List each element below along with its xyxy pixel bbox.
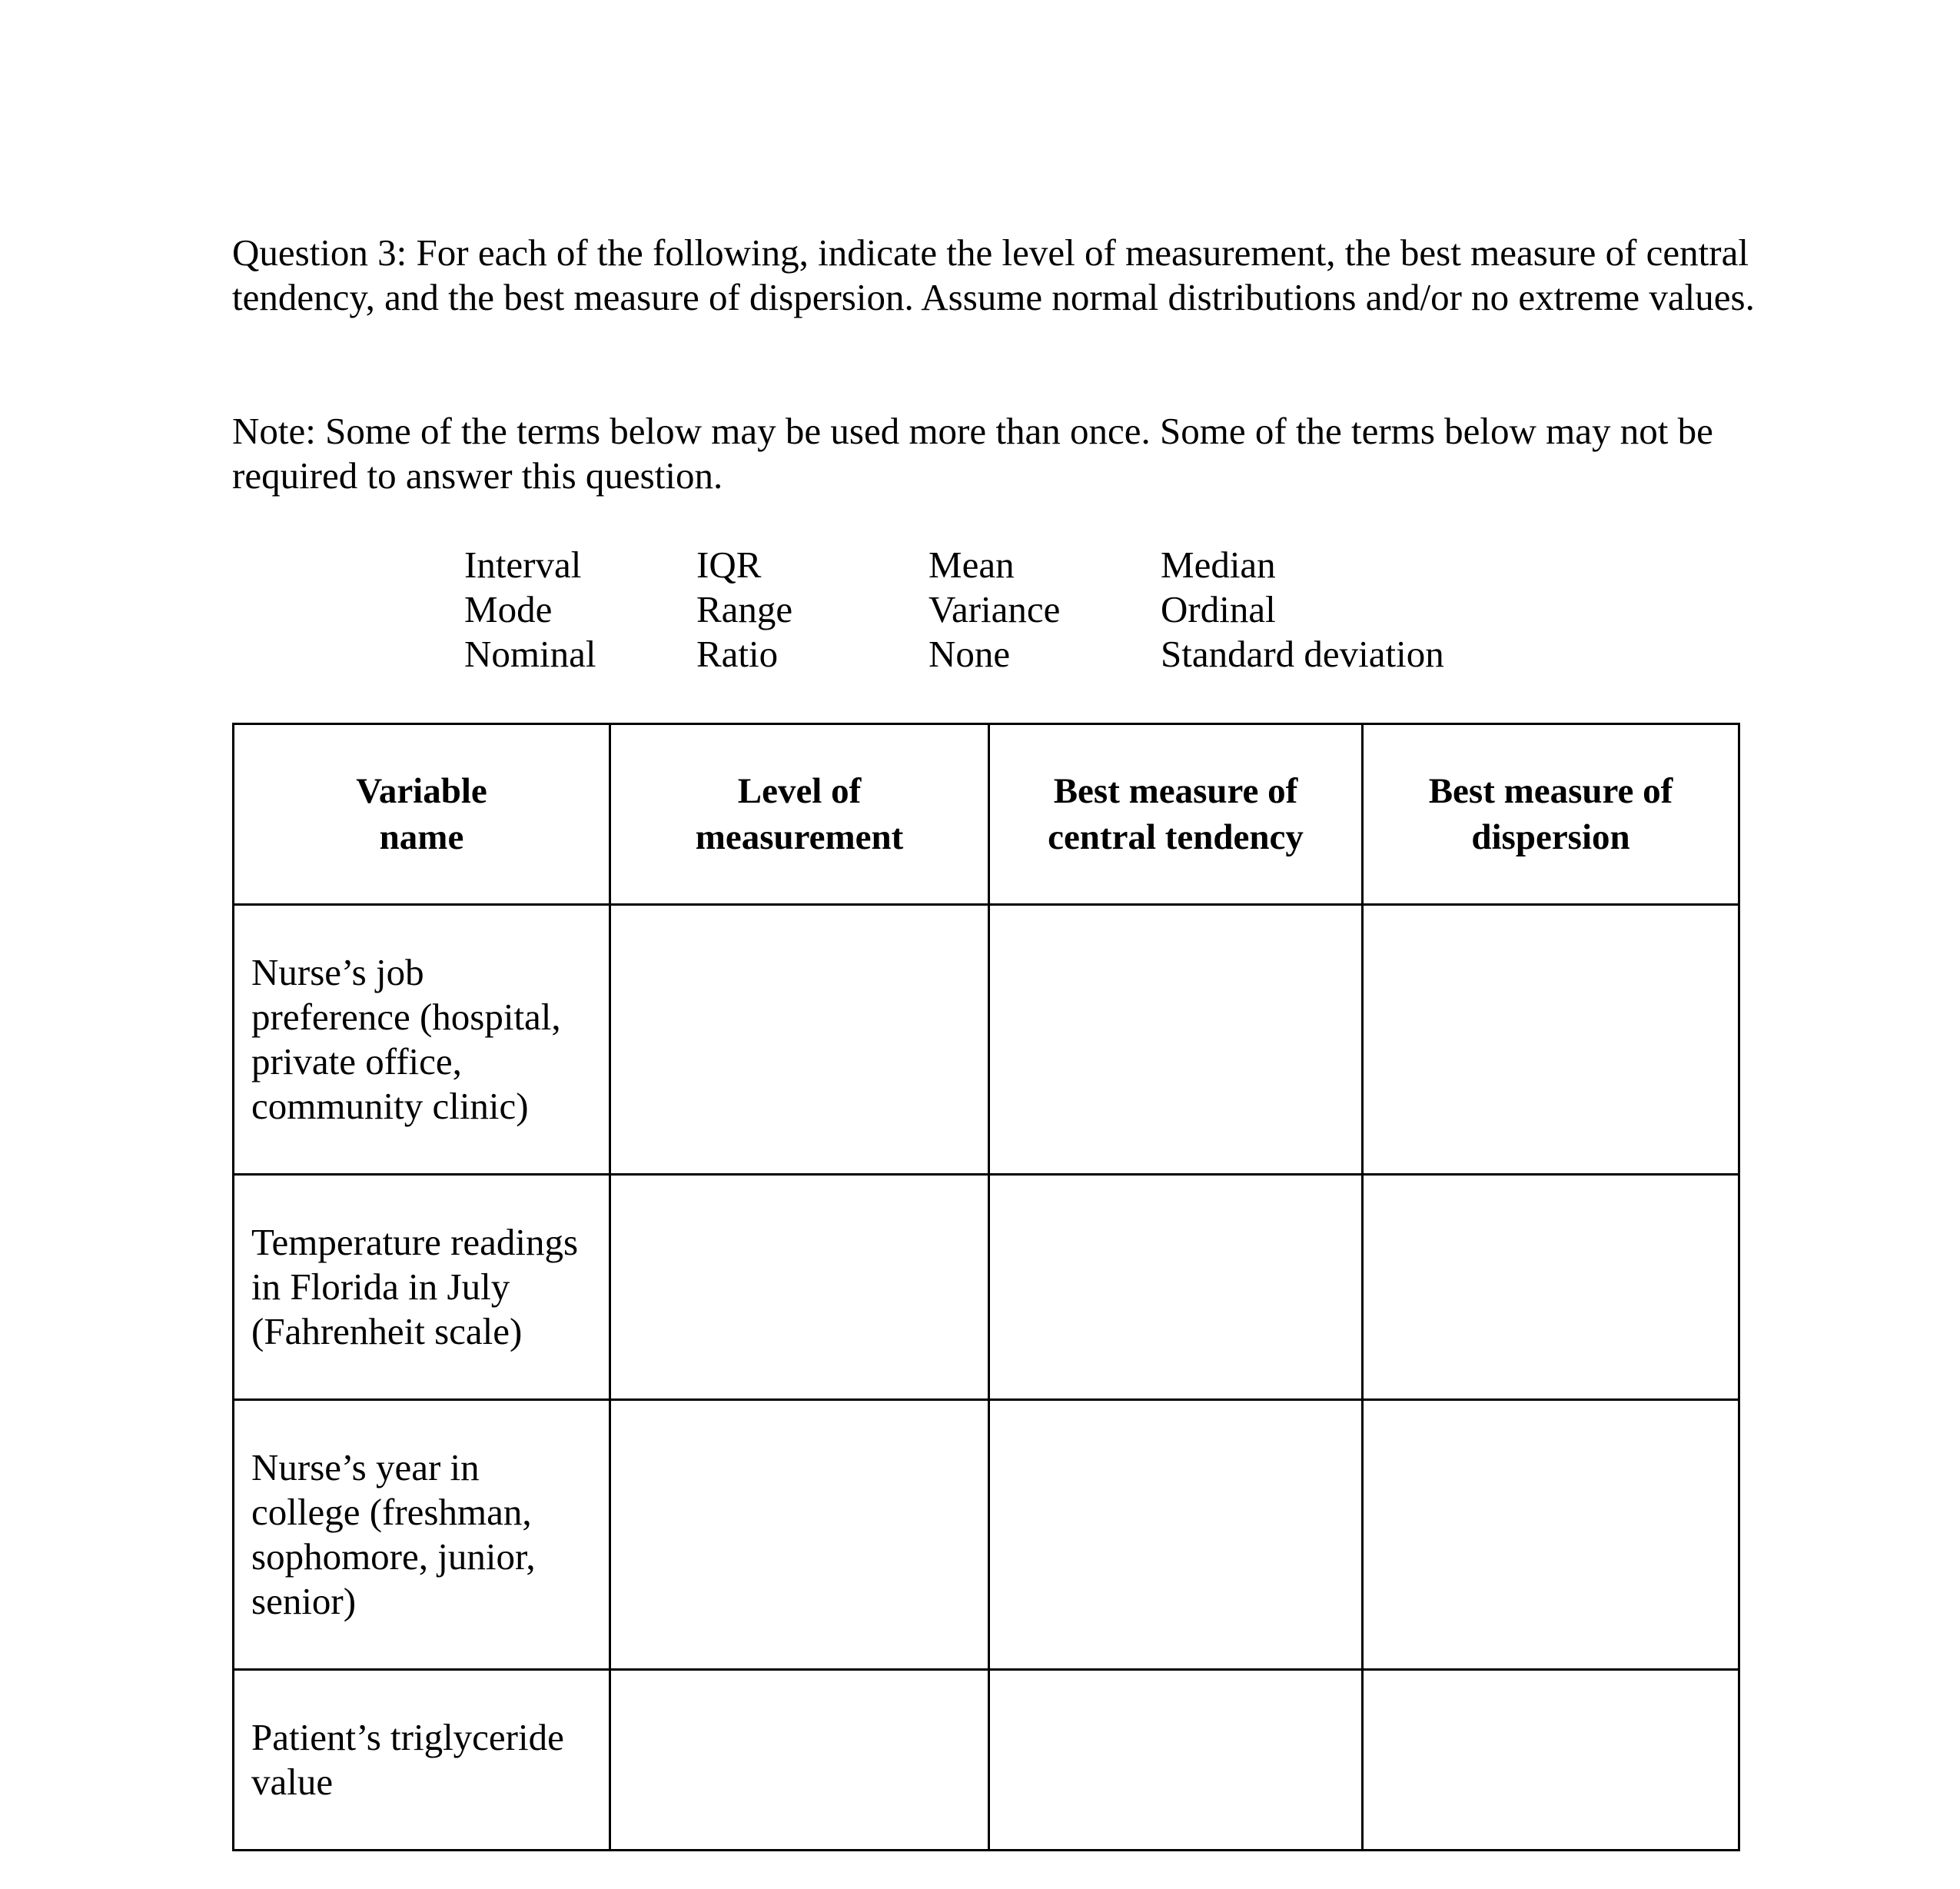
header-variable-name xyxy=(234,724,610,905)
variable-line: senior) xyxy=(251,1580,357,1622)
level-answer-cell[interactable] xyxy=(610,1175,989,1400)
variable-line: community clinic) xyxy=(251,1085,529,1127)
header-line: Best measure of xyxy=(1428,771,1673,811)
level-answer-cell[interactable] xyxy=(610,905,989,1175)
dispersion-answer-cell[interactable] xyxy=(1363,1175,1739,1400)
table-row xyxy=(234,1670,1739,1851)
central-tendency-answer-cell[interactable] xyxy=(989,1670,1363,1851)
central-tendency-answer-cell[interactable] xyxy=(989,1400,1363,1670)
table-row xyxy=(234,1400,1739,1670)
term-bank-row xyxy=(464,543,1468,587)
header-line: central tendency xyxy=(1048,817,1304,857)
dispersion-answer-cell[interactable] xyxy=(1363,1400,1739,1670)
term-range: Range xyxy=(696,588,793,630)
header-line: Best measure of xyxy=(1053,771,1298,811)
variable-line: (Fahrenheit scale) xyxy=(251,1310,523,1352)
variable-cell xyxy=(234,1175,610,1400)
term-variance: Variance xyxy=(929,588,1061,630)
level-answer-cell[interactable] xyxy=(610,1400,989,1670)
variable-line: Patient’s triglyceride xyxy=(251,1716,564,1758)
level-answer-cell[interactable] xyxy=(610,1670,989,1851)
variable-cell xyxy=(234,1670,610,1851)
variable-line: private office, xyxy=(251,1040,462,1083)
term-bank xyxy=(464,543,1468,677)
variable-line: preference (hospital, xyxy=(251,996,561,1038)
term-interval: Interval xyxy=(464,544,582,586)
header-line: name xyxy=(379,817,464,857)
term-iqr: IQR xyxy=(696,544,762,586)
term-bank-row xyxy=(464,632,1468,677)
variable-line: Nurse’s year in xyxy=(251,1446,480,1488)
dispersion-answer-cell[interactable] xyxy=(1363,1670,1739,1851)
header-central-tendency xyxy=(989,724,1363,905)
term-standard-deviation: Standard deviation xyxy=(1161,633,1444,675)
table-row xyxy=(234,905,1739,1175)
variable-cell xyxy=(234,905,610,1175)
variable-line: value xyxy=(251,1761,334,1803)
variable-line: in Florida in July xyxy=(251,1265,510,1308)
variable-cell xyxy=(234,1400,610,1670)
term-ratio: Ratio xyxy=(696,633,779,675)
central-tendency-answer-cell[interactable] xyxy=(989,905,1363,1175)
term-mean: Mean xyxy=(929,544,1015,586)
term-median: Median xyxy=(1161,544,1276,586)
header-level-of-measurement xyxy=(610,724,989,905)
header-line: dispersion xyxy=(1471,817,1630,857)
term-bank-row xyxy=(464,587,1468,632)
term-ordinal: Ordinal xyxy=(1161,588,1276,630)
term-mode: Mode xyxy=(464,588,553,630)
variable-line: college (freshman, xyxy=(251,1491,532,1533)
variable-line: Nurse’s job xyxy=(251,951,424,993)
header-line: measurement xyxy=(695,817,904,857)
table-row xyxy=(234,1175,1739,1400)
term-nominal: Nominal xyxy=(464,633,596,675)
header-line: Level of xyxy=(737,771,862,811)
dispersion-answer-cell[interactable] xyxy=(1363,905,1739,1175)
answer-table xyxy=(232,723,1740,1851)
question-text: Question 3: For each of the following, indicate the level of measurement, the best measure of central tendency, and the best measure of dispersion. Assume normal distributions and/or no extreme values. xyxy=(232,231,1755,318)
header-dispersion xyxy=(1363,724,1739,905)
header-line: Variable xyxy=(356,771,487,811)
variable-line: Temperature readings xyxy=(251,1221,579,1263)
central-tendency-answer-cell[interactable] xyxy=(989,1175,1363,1400)
term-none: None xyxy=(929,633,1011,675)
table-header-row xyxy=(234,724,1739,905)
note-text: Note: Some of the terms below may be used more than once. Some of the terms below may not be required to answer this question. xyxy=(232,410,1713,497)
variable-line: sophomore, junior, xyxy=(251,1535,536,1578)
